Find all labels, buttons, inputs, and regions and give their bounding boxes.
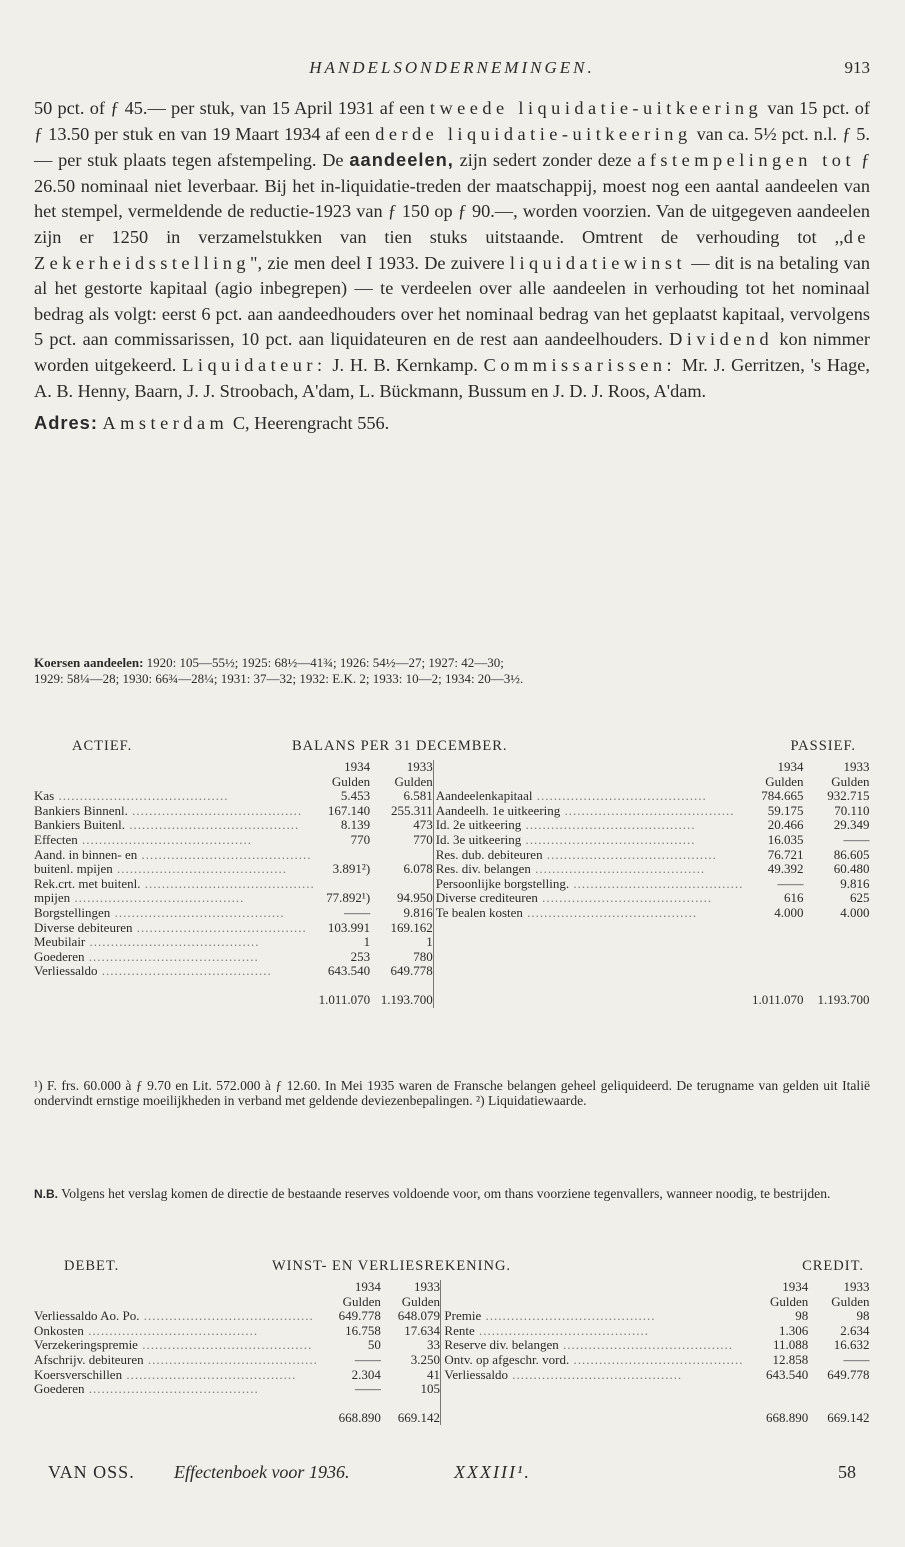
table-row (34, 1324, 870, 1339)
actief-label (34, 848, 315, 863)
credit-1933: 16.632 (833, 1337, 870, 1353)
footer-publisher: VAN OSS. (48, 1462, 135, 1482)
balance-title: BALANS PER 31 DECEMBER. (292, 738, 508, 754)
leader-dots: ........................................ (70, 891, 245, 906)
spacer-cell (436, 964, 744, 979)
footer-page-number: 58 (838, 1462, 856, 1482)
credit-1933: 98 (856, 1308, 870, 1324)
passief-1933: 70.110 (834, 802, 870, 818)
debet-1933: 41 (381, 1368, 441, 1383)
actief-1934: 643.540 (327, 963, 371, 979)
footer-volume: XXXIII¹. (454, 1462, 531, 1482)
total-left-1933: 1.193.700 (370, 979, 433, 1008)
leader-dots: ........................................ (522, 905, 698, 920)
actief-label-text: Borgstellingen (34, 905, 111, 920)
debet-label-text: Koersverschillen (34, 1367, 123, 1382)
actief-1934: 8.139 (340, 817, 371, 833)
profit-loss-title: WINST- EN VERLIESREKENING. (272, 1258, 512, 1274)
share-prices-line-1 (34, 655, 870, 671)
actief-label-text: Goederen (34, 949, 85, 964)
actief-1934 (315, 877, 370, 892)
nota-bene-label: N.B. (34, 1187, 58, 1201)
passief-1934: 16.035 (767, 831, 804, 847)
passief-label-text: Aandeelenkapitaal (435, 789, 533, 804)
total-left-1933: 669.142 (381, 1397, 441, 1426)
actief-1934: —— (344, 904, 371, 920)
spaced-term: tweede liquidatie-uitkeering (429, 98, 763, 118)
debet-label (34, 1353, 318, 1368)
credit-1933: 2.634 (840, 1322, 870, 1338)
spacer-cell (436, 950, 744, 965)
leader-dots: ........................................ (83, 1323, 259, 1338)
passief-label-text: Diverse crediteuren (435, 891, 538, 906)
actief-1934: 77.892¹) (326, 890, 371, 906)
passief-label (436, 906, 744, 921)
passief-label-text: Id. 2e uitkeering (435, 818, 522, 833)
table-row (34, 833, 870, 848)
credit-1934: 1.306 (779, 1322, 809, 1338)
debet-label-text: Afschrijv. debiteuren (34, 1352, 144, 1367)
footnote-2: Liquidatiewaarde. (484, 1093, 587, 1108)
debet-1934: —— (354, 1351, 381, 1367)
actief-label (34, 833, 315, 848)
address-city: Amsterdam (102, 413, 229, 434)
credit-label-text: Ontv. op afgeschr. vord. (444, 1352, 570, 1367)
actief-label (34, 950, 315, 965)
debet-1933: 3.250 (381, 1353, 441, 1368)
credit-label (444, 1353, 743, 1368)
actief-1933: 6.078 (370, 862, 433, 877)
leader-dots: ........................................ (560, 803, 735, 818)
leader-dots: ........................................ (521, 832, 696, 847)
debet-1934: 50 (367, 1337, 381, 1353)
leader-dots: ........................................ (542, 847, 717, 862)
debet-label-text: Verliessaldo Ao. Po. (34, 1309, 140, 1324)
table-row (34, 862, 870, 877)
running-title: HANDELSONDERNEMINGEN. (309, 58, 595, 77)
footnote-1-mark: ¹) (34, 1078, 43, 1093)
bold-term: aandeelen, (349, 149, 454, 171)
text-run: Mr. J. Gerritzen, 's Hage, A. B. Henny, Baarn, J. J. Stroobach, A'dam, L. Bückmann, Bussum en J. D. J. Roos, A'dam. (34, 354, 870, 401)
actief-label-text: Verliessaldo (34, 964, 98, 979)
passief-label (436, 848, 744, 863)
text-run: zijn sedert zonder deze (453, 150, 638, 171)
spacer-cell (743, 1382, 808, 1397)
spacer-cell (743, 950, 803, 965)
actief-label-text: Kas (34, 789, 55, 804)
actief-1933 (370, 848, 433, 863)
passief-label-text: Res. dub. debiteuren (435, 847, 543, 862)
debet-label (34, 1324, 318, 1339)
passief-1934: 59.175 (767, 802, 804, 818)
spaced-term: derde liquidatie-uitkeering (375, 123, 692, 144)
passief-1933: 9.816 (840, 875, 870, 891)
actief-1933: 169.162 (370, 921, 433, 936)
spacer-cell (743, 935, 803, 950)
leader-dots: ........................................ (97, 964, 272, 979)
table-row (34, 1353, 870, 1368)
passief-label (436, 818, 744, 833)
table-row (34, 1382, 870, 1397)
balance-table (34, 760, 870, 1008)
spacer-cell (804, 950, 870, 965)
credit-1934: 643.540 (766, 1366, 809, 1382)
passief-1933: 60.480 (833, 861, 870, 877)
profit-loss-heading (34, 1258, 870, 1280)
table-row (34, 891, 870, 906)
actief-1933: 6.581 (370, 789, 433, 804)
leader-dots: ........................................ (521, 818, 696, 833)
actief-1934: 3.891²) (332, 861, 371, 877)
passief-1933: 4.000 (840, 904, 870, 920)
spacer-cell (804, 921, 870, 936)
table-row (34, 935, 870, 950)
year-header: 1933 (381, 1280, 441, 1295)
actief-heading: ACTIEF. (72, 738, 133, 754)
debet-1933: 648.079 (381, 1309, 441, 1324)
table-row (34, 1338, 870, 1353)
leader-dots: ........................................ (569, 876, 744, 891)
spacer-cell (743, 921, 803, 936)
actief-1934: 5.453 (340, 788, 371, 804)
debet-label (34, 1338, 318, 1353)
debet-heading: DEBET. (64, 1258, 120, 1274)
actief-1933: 780 (370, 950, 433, 965)
unit-header: Gulden (831, 773, 870, 789)
passief-1933: 625 (850, 890, 870, 906)
profit-loss-account (34, 1258, 870, 1425)
leader-dots: ........................................ (112, 862, 287, 877)
debet-label (34, 1368, 318, 1383)
credit-label (444, 1309, 743, 1324)
leader-dots: ........................................ (77, 832, 253, 847)
leader-dots: ........................................ (532, 789, 707, 804)
actief-label (34, 804, 315, 819)
passief-1933: 86.605 (833, 846, 870, 862)
actief-label (34, 818, 315, 833)
text-run: ", zie men deel I 1933. De zuivere (250, 252, 510, 273)
credit-1933: 649.778 (827, 1366, 870, 1382)
passief-1934: 49.392 (767, 861, 804, 877)
table-row (34, 921, 870, 936)
spaced-term: de Zekerheidsstelling (34, 226, 870, 273)
debet-label-text: Goederen (34, 1382, 85, 1397)
spaced-term: Commissarissen: (483, 354, 677, 375)
actief-label-text: Diverse debiteuren (34, 920, 133, 935)
table-row (34, 877, 870, 892)
text-run: 50 pct. of ƒ 45.— per stuk, van 15 April 1931 af een (34, 98, 430, 118)
unit-header: Gulden (769, 1293, 809, 1309)
year-header: 1934 (777, 759, 804, 774)
leader-dots: ........................................ (127, 803, 303, 818)
actief-label-text: Bankiers Binnenl. (34, 803, 128, 818)
actief-label-text: Meubilair (34, 935, 86, 950)
passief-label-text: Res. div. belangen (435, 862, 531, 877)
spacer-cell (804, 935, 870, 950)
year-header: 1933 (843, 1279, 870, 1294)
passief-label-text: Id. 3e uitkeering (435, 832, 522, 847)
footnote-2-mark: ²) (476, 1093, 485, 1108)
credit-heading: CREDIT. (802, 1258, 864, 1274)
company-description (34, 96, 870, 437)
spacer-cell (34, 1397, 318, 1426)
text-run: ƒ 26.50 nominaal niet leverbaar. Bij het in-liquidatie-treden der maatschappij, moest nog een aantal aandeelen van het stempel, vermeldende de reductie-1923 van ƒ 150 op ƒ 90.—, worden voorzien. Van de uitgegeven aandeelen zijn er 1250 in verzamelstukken van tien stuks uitstaande. Omtrent de verhouding tot ,, (34, 150, 870, 247)
text-run: kon nimmer worden uitgekeerd. (34, 329, 870, 375)
actief-label-text: Aand. in binnen- en (34, 847, 138, 862)
passief-1934: 616 (784, 890, 804, 906)
passief-label (436, 804, 744, 819)
leader-dots: ........................................ (125, 818, 300, 833)
spaced-term: Liquidateur: (182, 354, 327, 375)
unit-header: Gulden (331, 773, 371, 789)
text-run: van 15 pct. of ƒ 13.50 per stuk en van 19 Maart 1934 af een (34, 98, 870, 144)
actief-1933: 94.950 (370, 891, 433, 906)
actief-1933: 649.778 (370, 964, 433, 979)
credit-1934: 98 (795, 1308, 809, 1324)
leader-dots: ........................................ (139, 1309, 314, 1324)
actief-1933: 473 (370, 818, 433, 833)
spacer-cell (444, 1295, 743, 1310)
description-paragraph (34, 96, 870, 404)
passief-1934: —— (777, 875, 804, 891)
table-row (34, 1368, 870, 1383)
spacer-cell (808, 1382, 869, 1397)
credit-1934: 11.088 (772, 1337, 809, 1353)
leader-dots: ........................................ (132, 920, 307, 935)
table-row (34, 818, 870, 833)
passief-label (436, 833, 744, 848)
page-number: 913 (844, 58, 870, 77)
share-prices-label: Koersen aandeelen: (34, 655, 144, 670)
year-header: 1934 (344, 759, 371, 774)
footnotes (34, 1078, 870, 1108)
leader-dots: ........................................ (143, 1352, 318, 1367)
debet-1934: 2.304 (351, 1366, 381, 1382)
leader-dots: ........................................ (530, 862, 706, 877)
leader-dots: ........................................ (558, 1338, 733, 1353)
share-prices (34, 655, 870, 687)
passief-1933: 29.349 (833, 817, 870, 833)
page-footer (34, 1462, 870, 1488)
credit-label-text: Premie (444, 1309, 482, 1324)
unit-header: Gulden (370, 775, 433, 790)
spacer-cell (436, 775, 744, 790)
credit-label-text: Verliessaldo (444, 1367, 508, 1382)
text-run: J. H. B. Kernkamp. (326, 354, 484, 375)
actief-label (34, 935, 315, 950)
passief-1934: 76.721 (767, 846, 804, 862)
year-header: 1934 (782, 1279, 809, 1294)
credit-1933: —— (843, 1351, 870, 1367)
passief-1933: —— (843, 831, 870, 847)
passief-1934: 20.466 (767, 817, 804, 833)
spacer-cell (436, 760, 744, 775)
nota-bene (34, 1186, 870, 1202)
passief-label (436, 891, 744, 906)
total-right-1934: 1.011.070 (752, 991, 804, 1007)
actief-1934: 253 (350, 948, 371, 964)
leader-dots: ........................................ (474, 1323, 649, 1338)
spacer-cell (743, 964, 803, 979)
actief-label (34, 862, 315, 877)
actief-label-text: buitenl. mpijen (34, 862, 113, 877)
totals-row (34, 979, 870, 1008)
debet-label-text: Verzekeringspremie (34, 1338, 138, 1353)
leader-dots: ........................................ (84, 949, 259, 964)
spacer-cell (436, 979, 744, 1008)
spacer-cell (444, 1397, 743, 1426)
leader-dots: ........................................ (140, 876, 315, 891)
passief-label-text: Aandeelh. 1e uitkeering (435, 803, 561, 818)
spacer-cell (34, 760, 315, 775)
actief-1933: 9.816 (370, 906, 433, 921)
text-run: — dit is na betaling van al het gestorte kapitaal (agio inbegrepen) — te verdeelen over alle aandeelen in verhouding tot het nominaal bedrag als volgt: eerst 6 pct. aan aandeedhouders over het nominaal bedrag van het geplaatst kapitaal, vervolgens 5 pct. aan commissarissen, 10 pct. aan liquidateuren en de rest aan aandeelhouders. (34, 252, 871, 350)
leader-dots: ........................................ (481, 1309, 656, 1324)
debet-1934: —— (354, 1381, 381, 1397)
spacer-cell (34, 979, 315, 1008)
leader-dots: ........................................ (137, 1338, 313, 1353)
leader-dots: ........................................ (54, 789, 229, 804)
passief-label-text: Persoonlijke borgstelling. (435, 876, 570, 891)
leader-dots: ........................................ (110, 905, 285, 920)
table-row (34, 804, 870, 819)
year-header: 1933 (370, 760, 433, 775)
table-row (34, 906, 870, 921)
actief-1934: 770 (350, 831, 371, 847)
share-prices-values: 1920: 105—55½; 1925: 68½—41¾; 1926: 54½—27; 1927: 42—30; (143, 655, 504, 670)
debet-1933: 17.634 (381, 1324, 441, 1339)
spaced-term: afstempelingen tot (637, 150, 856, 171)
spacer-cell (444, 1382, 743, 1397)
actief-1934 (315, 848, 370, 863)
leader-dots: ........................................ (537, 891, 713, 906)
total-left-1934: 668.890 (338, 1409, 381, 1425)
actief-label (34, 921, 315, 936)
passief-label (436, 862, 744, 877)
spaced-term: Dividend (669, 329, 774, 350)
total-right-1933: 1.193.700 (817, 991, 870, 1007)
actief-1933 (370, 877, 433, 892)
actief-label (34, 891, 315, 906)
actief-label-text: Bankiers Buitenl. (34, 818, 125, 833)
table-row (34, 1309, 870, 1324)
total-right-1933: 669.142 (827, 1409, 870, 1425)
credit-label-text: Rente (444, 1323, 475, 1338)
debet-1933: 33 (381, 1338, 441, 1353)
passief-label (436, 789, 744, 804)
unit-header: Gulden (381, 1295, 441, 1310)
address-line (34, 410, 870, 437)
total-left-1934: 1.011.070 (318, 991, 371, 1007)
footer-book-title: Effectenboek voor 1936. (174, 1462, 350, 1482)
page-header (34, 58, 870, 82)
table-row (34, 950, 870, 965)
table-row (34, 789, 870, 804)
passief-label (436, 877, 744, 892)
actief-1933: 770 (370, 833, 433, 848)
debet-1934: 649.778 (338, 1308, 381, 1324)
actief-1933: 255.311 (370, 804, 433, 819)
year-header: 1933 (843, 759, 870, 774)
totals-row (34, 1397, 870, 1426)
spacer-cell (436, 921, 744, 936)
spacer-cell (444, 1280, 743, 1295)
unit-header: Gulden (831, 1293, 870, 1309)
credit-label-text: Reserve div. belangen (444, 1338, 559, 1353)
address-label: Adres: (34, 412, 98, 434)
balance-heading (34, 738, 870, 760)
share-prices-line-2: 1929: 58¼—28; 1930: 66¾—28¼; 1931: 37—32; 1932: E.K. 2; 1933: 10—2; 1934: 20—3½. (34, 671, 524, 686)
spacer-cell (34, 1280, 318, 1295)
actief-label-text: mpijen (34, 891, 71, 906)
actief-1934: 1 (363, 934, 371, 950)
passief-1934: 784.665 (761, 788, 804, 804)
credit-label (444, 1324, 743, 1339)
leader-dots: ........................................ (569, 1352, 744, 1367)
footnote-text (34, 1078, 870, 1108)
table-row (34, 848, 870, 863)
debet-label (34, 1382, 318, 1397)
actief-label-text: Effecten (34, 832, 78, 847)
unit-header: Gulden (342, 1293, 381, 1309)
debet-1934: 16.758 (345, 1322, 381, 1338)
spacer-cell (34, 775, 315, 790)
credit-label (444, 1338, 743, 1353)
address-street: C, Heerengracht 556. (228, 413, 390, 434)
nota-bene-body: Volgens het verslag komen de directie de bestaande reserves voldoende voor, om thans voorziene tegenvallers, wanneer noodig, te bestrijden. (58, 1186, 831, 1201)
actief-1934: 167.140 (327, 802, 371, 818)
actief-1934: 103.991 (327, 919, 371, 935)
debet-label (34, 1309, 318, 1324)
actief-label-text: Rek.crt. met buitenl. (34, 876, 141, 891)
spacer-cell (436, 935, 744, 950)
year-header: 1934 (354, 1279, 381, 1294)
spaced-term: liquidatiewinst (509, 252, 687, 273)
leader-dots: ........................................ (85, 935, 260, 950)
spacer-cell (34, 1295, 318, 1310)
balance-sheet (34, 738, 870, 1008)
leader-dots: ........................................ (507, 1367, 683, 1382)
nota-bene-text (34, 1186, 870, 1202)
leader-dots: ........................................ (137, 847, 312, 862)
credit-label (444, 1368, 743, 1383)
table-row (34, 964, 870, 979)
actief-label (34, 789, 315, 804)
passief-label-text: Te bealen kosten (435, 905, 523, 920)
debet-1933: 105 (381, 1382, 441, 1397)
credit-1934: 12.858 (772, 1351, 809, 1367)
leader-dots: ........................................ (84, 1382, 259, 1397)
total-right-1934: 668.890 (766, 1409, 809, 1425)
debet-label-text: Onkosten (34, 1323, 84, 1338)
actief-label (34, 906, 315, 921)
passief-heading: PASSIEF. (790, 738, 856, 754)
leader-dots: ........................................ (122, 1367, 297, 1382)
text-run: van ca. 5½ pct. n.l. ƒ 5.— per stuk plaats tegen afstempeling. De (34, 123, 870, 171)
passief-1934: 4.000 (774, 904, 804, 920)
unit-header: Gulden (765, 773, 804, 789)
actief-label (34, 964, 315, 979)
actief-1933: 1 (370, 935, 433, 950)
passief-1933: 932.715 (827, 788, 870, 804)
footnote-1: F. frs. 60.000 à ƒ 9.70 en Lit. 572.000 à ƒ 12.60. In Mei 1935 waren de Fransche belangen geheel geliquideerd. De terugname van gelden uit Italië ondervindt ernstige moeilijkheden in verband met geldende deviezenbepalingen. (34, 1078, 870, 1108)
profit-loss-table (34, 1280, 870, 1425)
spacer-cell (804, 964, 870, 979)
actief-label (34, 877, 315, 892)
